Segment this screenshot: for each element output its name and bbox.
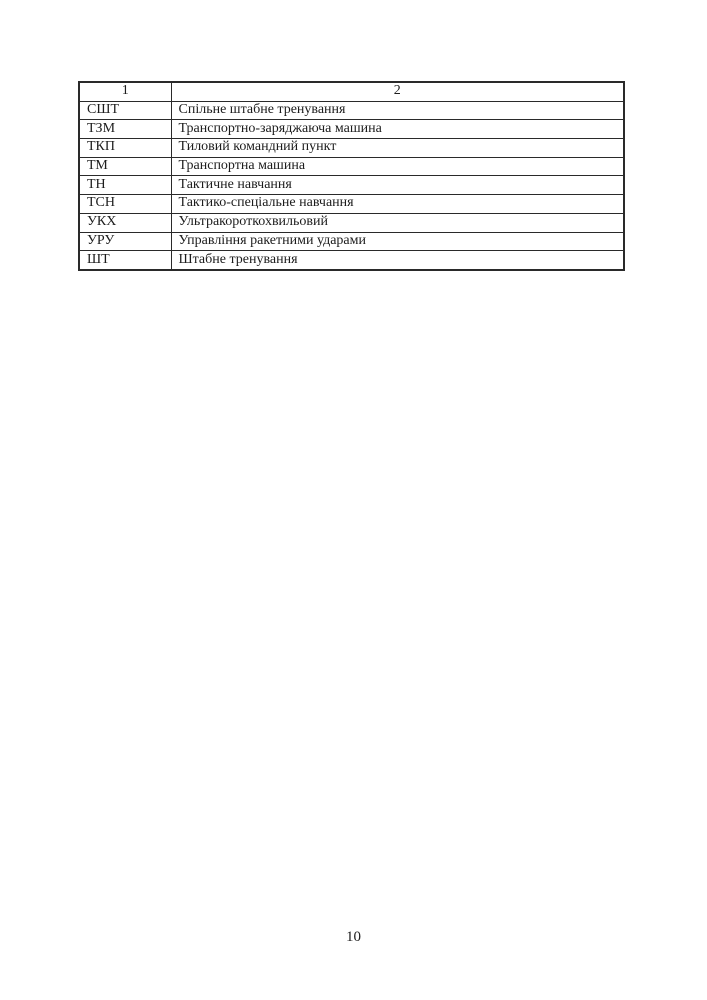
table-row	[79, 195, 624, 214]
abbreviation-cell: УКХ	[79, 213, 171, 232]
abbreviation-cell: ТЗМ	[79, 120, 171, 139]
abbreviation-cell: СШТ	[79, 101, 171, 120]
table-row	[79, 176, 624, 195]
definition-cell: Транспортна машина	[171, 157, 624, 176]
table-row	[79, 213, 624, 232]
table-header-row	[79, 82, 624, 101]
page-number: 10	[346, 929, 361, 945]
definition-cell: Ультракороткохвильовий	[171, 213, 624, 232]
definition-cell: Тиловий командний пункт	[171, 139, 624, 158]
definition-cell: Спільне штабне тренування	[171, 101, 624, 120]
table-header-col1: 1	[79, 82, 171, 101]
table-row	[79, 120, 624, 139]
abbreviation-cell: ШТ	[79, 251, 171, 270]
table-row	[79, 157, 624, 176]
definition-cell: Тактичне навчання	[171, 176, 624, 195]
definition-cell: Транспортно-заряджаюча машина	[171, 120, 624, 139]
table-header-col2: 2	[171, 82, 624, 101]
abbreviation-cell: ТСН	[79, 195, 171, 214]
definition-cell: Штабне тренування	[171, 251, 624, 270]
definition-cell: Тактико-спеціальне навчання	[171, 195, 624, 214]
table-row	[79, 251, 624, 270]
abbreviations-table	[78, 81, 625, 271]
abbreviation-cell: ТН	[79, 176, 171, 195]
definition-cell: Управління ракетними ударами	[171, 232, 624, 251]
table-row	[79, 139, 624, 158]
table-row	[79, 232, 624, 251]
abbreviation-cell: ТМ	[79, 157, 171, 176]
abbreviation-cell: УРУ	[79, 232, 171, 251]
abbreviation-cell: ТКП	[79, 139, 171, 158]
table-row	[79, 101, 624, 120]
